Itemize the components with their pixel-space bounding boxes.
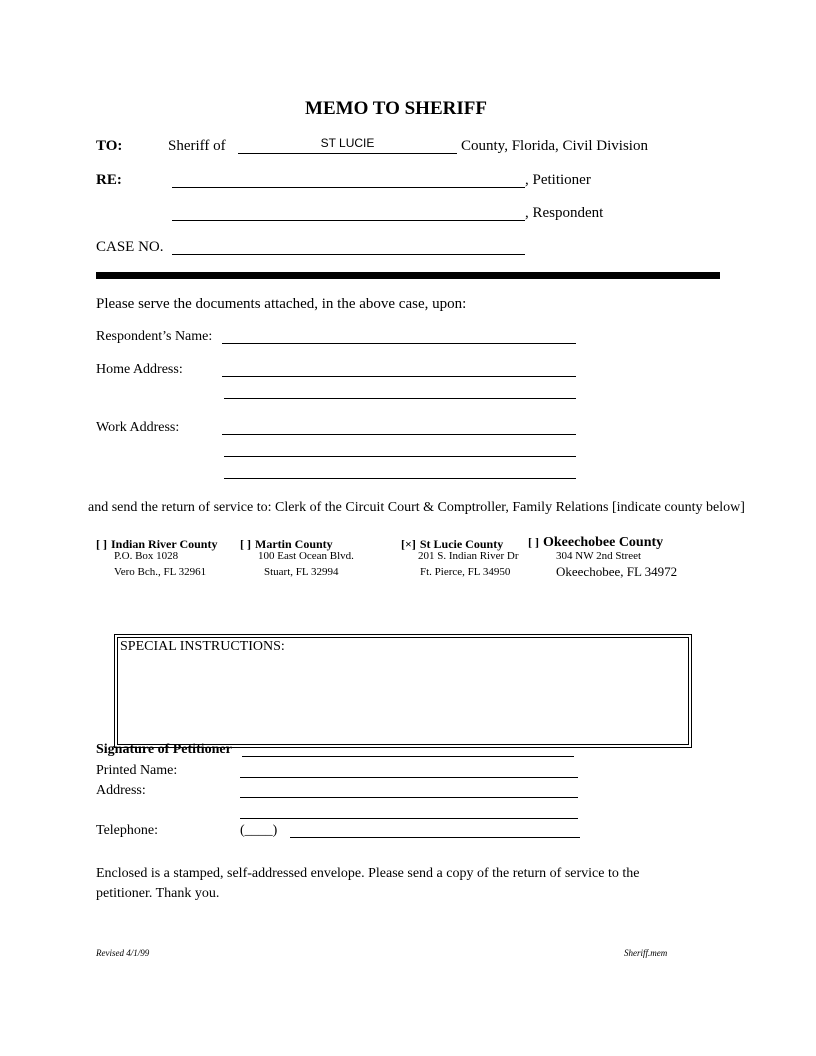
county-name-indian-river: Indian River County bbox=[111, 537, 218, 551]
section-divider bbox=[96, 272, 720, 279]
respondent-name-field[interactable] bbox=[222, 343, 576, 344]
sheriff-of-label: Sheriff of bbox=[168, 138, 226, 154]
home-address-field-1[interactable] bbox=[222, 376, 576, 377]
address-label: Address: bbox=[96, 783, 146, 798]
respondent-suffix: , Respondent bbox=[525, 205, 604, 221]
signature-field[interactable] bbox=[242, 756, 574, 757]
work-address-field-3[interactable] bbox=[224, 478, 576, 479]
signature-label: Signature of Petitioner bbox=[96, 742, 232, 757]
telephone-area-code[interactable]: (____) bbox=[240, 823, 278, 838]
county-address2-st-lucie: Ft. Pierce, FL 34950 bbox=[420, 566, 511, 578]
address-field-2[interactable] bbox=[240, 818, 578, 819]
petitioner-suffix: , Petitioner bbox=[525, 172, 591, 188]
county-option-okeechobee[interactable] bbox=[528, 533, 663, 551]
case-no-field[interactable] bbox=[172, 254, 525, 255]
checkbox-indian-river[interactable]: [ ] bbox=[96, 537, 107, 551]
county-address1-okeechobee: 304 NW 2nd Street bbox=[556, 550, 642, 562]
county-suffix: County, Florida, Civil Division bbox=[461, 138, 648, 154]
county-address1-martin: 100 East Ocean Blvd. bbox=[258, 550, 354, 562]
address-field-1[interactable] bbox=[240, 797, 578, 798]
county-name-st-lucie: St Lucie County bbox=[419, 537, 504, 551]
home-address-label: Home Address: bbox=[96, 362, 183, 377]
telephone-label: Telephone: bbox=[96, 823, 158, 838]
return-of-service-text: and send the return of service to: Clerk of the Circuit Court & Comptroller, Family Relations [indicate county below] bbox=[88, 500, 745, 515]
county-address2-okeechobee: Okeechobee, FL 34972 bbox=[556, 564, 678, 579]
page-title: MEMO TO SHERIFF bbox=[305, 98, 487, 119]
county-address2-indian-river: Vero Bch., FL 32961 bbox=[114, 566, 207, 578]
petitioner-field[interactable] bbox=[172, 187, 525, 188]
checkbox-st-lucie[interactable]: [×] bbox=[401, 537, 416, 551]
file-name: Sheriff.mem bbox=[624, 948, 668, 958]
county-name-okeechobee: Okeechobee County bbox=[543, 535, 664, 550]
to-label: TO: bbox=[96, 138, 123, 154]
work-address-label: Work Address: bbox=[96, 420, 180, 435]
county-address2-martin: Stuart, FL 32994 bbox=[264, 566, 339, 578]
re-label: RE: bbox=[96, 172, 122, 188]
county-field-line[interactable] bbox=[238, 153, 457, 154]
checkbox-martin[interactable]: [ ] bbox=[240, 537, 251, 551]
special-instructions-box[interactable] bbox=[114, 634, 692, 748]
county-field-value[interactable]: ST LUCIE bbox=[320, 136, 375, 150]
work-address-field-2[interactable] bbox=[224, 456, 576, 457]
enclosed-note-line2: petitioner. Thank you. bbox=[96, 886, 220, 901]
telephone-field[interactable] bbox=[290, 837, 580, 838]
serve-intro: Please serve the documents attached, in the above case, upon: bbox=[96, 296, 467, 312]
county-address1-st-lucie: 201 S. Indian River Dr bbox=[418, 550, 519, 562]
revised-date: Revised 4/1/99 bbox=[96, 948, 150, 958]
checkbox-okeechobee[interactable]: [ ] bbox=[528, 535, 539, 549]
county-address1-indian-river: P.O. Box 1028 bbox=[114, 550, 179, 562]
county-name-martin: Martin County bbox=[255, 537, 333, 551]
work-address-field-1[interactable] bbox=[222, 434, 576, 435]
home-address-field-2[interactable] bbox=[224, 398, 576, 399]
printed-name-field[interactable] bbox=[240, 777, 578, 778]
enclosed-note-line1: Enclosed is a stamped, self-addressed envelope. Please send a copy of the return of service to the bbox=[96, 866, 640, 881]
case-no-label: CASE NO. bbox=[96, 239, 164, 255]
special-instructions-label: SPECIAL INSTRUCTIONS: bbox=[120, 639, 285, 654]
respondent-name-label: Respondent’s Name: bbox=[96, 329, 213, 344]
respondent-field[interactable] bbox=[172, 220, 525, 221]
printed-name-label: Printed Name: bbox=[96, 763, 178, 778]
